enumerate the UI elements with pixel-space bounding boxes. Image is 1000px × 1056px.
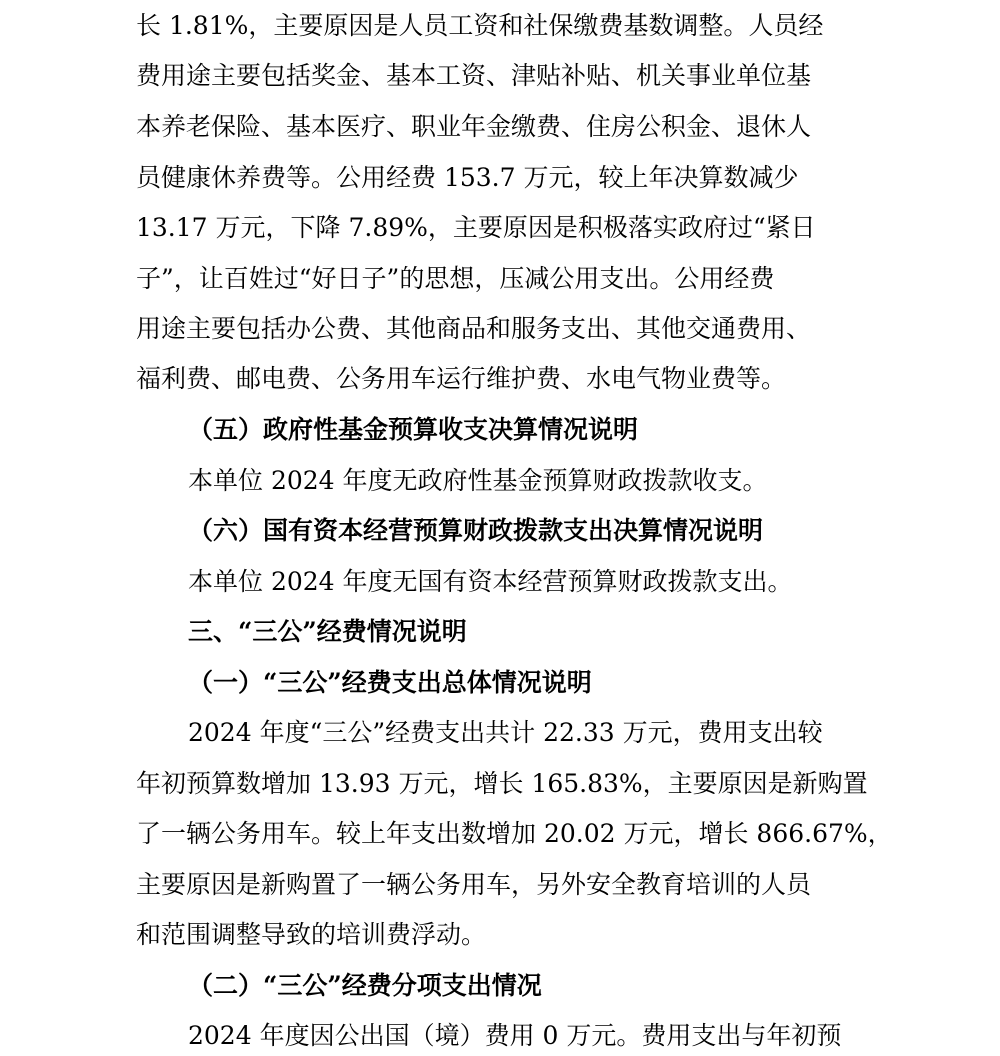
body-text-line: 年初预算数增加 13.93 万元，增长 165.83%，主要原因是新购置 bbox=[136, 769, 868, 798]
subsection-heading: （一）“三公”经费支出总体情况说明 bbox=[188, 668, 592, 697]
subsection-heading: （二）“三公”经费分项支出情况 bbox=[188, 971, 542, 1000]
section-heading: （六）国有资本经营预算财政拨款支出决算情况说明 bbox=[188, 516, 764, 545]
body-text-line: 费用途主要包括奖金、基本工资、津贴补贴、机关事业单位基 bbox=[136, 61, 812, 90]
body-text-line: 福利费、邮电费、公务用车运行维护费、水电气物业费等。 bbox=[136, 364, 787, 393]
body-text-line: 员健康休养费等。公用经费 153.7 万元，较上年决算数减少 bbox=[136, 163, 799, 192]
part-heading: 三、“三公”经费情况说明 bbox=[188, 617, 467, 646]
section-heading: （五）政府性基金预算收支决算情况说明 bbox=[188, 415, 639, 444]
body-text-line: 子”，让百姓过“好日子”的思想，压减公用支出。公用经费 bbox=[136, 264, 775, 293]
body-text-line: 用途主要包括办公费、其他商品和服务支出、其他交通费用、 bbox=[136, 314, 812, 343]
body-text-line: 本养老保险、基本医疗、职业年金缴费、住房公积金、退休人 bbox=[136, 112, 812, 141]
body-text-line: 2024 年度“三公”经费支出共计 22.33 万元，费用支出较 bbox=[188, 718, 823, 747]
body-text-line: 本单位 2024 年度无国有资本经营预算财政拨款支出。 bbox=[188, 567, 793, 596]
body-text-line: 2024 年度因公出国（境）费用 0 万元。费用支出与年初预 bbox=[188, 1021, 842, 1050]
body-text-line: 主要原因是新购置了一辆公务用车，另外安全教育培训的人员 bbox=[136, 870, 812, 899]
body-text-line: 13.17 万元，下降 7.89%，主要原因是积极落实政府过“紧日 bbox=[136, 213, 816, 242]
body-text-line: 本单位 2024 年度无政府性基金预算财政拨款收支。 bbox=[188, 466, 768, 495]
body-text-line: 了一辆公务用车。较上年支出数增加 20.02 万元，增长 866.67%， bbox=[136, 819, 893, 848]
body-text-line: 长 1.81%，主要原因是人员工资和社保缴费基数调整。人员经 bbox=[136, 11, 824, 40]
body-text-line: 和范围调整导致的培训费浮动。 bbox=[136, 920, 487, 949]
